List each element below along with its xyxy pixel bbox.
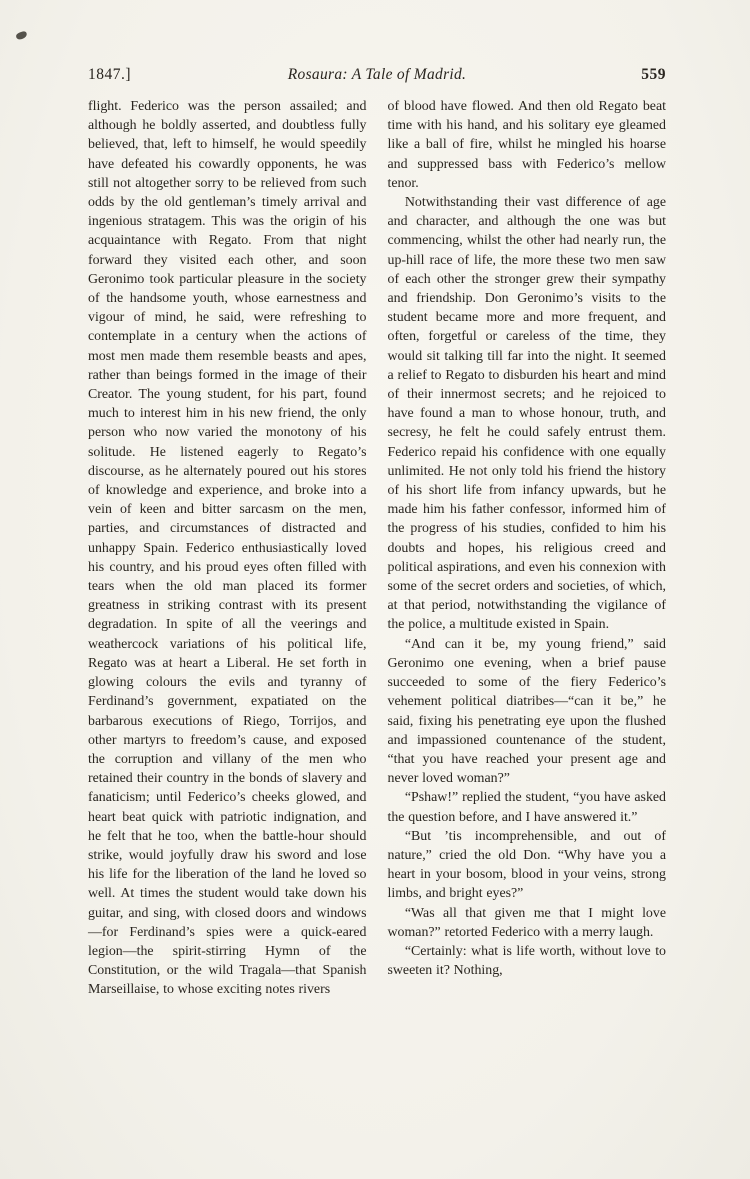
header-title: Rosaura: A Tale of Madrid. bbox=[287, 66, 467, 83]
right-column bbox=[388, 97, 667, 1000]
text-columns bbox=[88, 97, 666, 1000]
left-column bbox=[88, 97, 367, 1000]
paragraph: “And can it be, my young friend,” said Geronimo one evening, when a brief pause succeeded to some of the fiery Federico’s vehement political diatribes—“can it be,” he said, fixing his penetrating eye upon the flushed and impassioned countenance of the student, “that you have reached your present age and never loved woman?” bbox=[387, 636, 666, 787]
paragraph: Notwithstanding their vast difference of age and character, and although the one was but commencing, whilst the other had nearly run, the up-hill race of life, the more these two men saw of each other the stronger grew their sympathy and friendship. Don Geronimo’s visits to the student became more and more frequent, and often, forgetful or careless of the time, they would sit talking till far into the night. It seemed a relief to Regato to disburden his heart and mind of their innermost secrets; and he rejoiced to have found a man to whose honour, truth, and secresy, he felt he could safely entrust them. Federico repaid his confidence with one equally unlimited. He not only told his friend the history of his short life from infancy upwards, but he made him his father confessor, informed him of the progress of his studies, confided to him his doubts and hopes, his religious creed and political aspirations, and even his connexion with some of the secret orders and societies, of which, at that period, notwithstanding the vigilance of the police, a multitude existed in Spain. bbox=[387, 195, 666, 633]
header-year: 1847.] bbox=[88, 66, 132, 83]
paragraph: of blood have flowed. And then old Regato beat time with his hand, and his solitary eye gleamed like a ball of fire, whilst he mingled his hoarse and suppressed bass with Federico’s mellow tenor. bbox=[387, 99, 666, 191]
paragraph: “Pshaw!” replied the student, “you have asked the question before, and I have answered it.” bbox=[387, 790, 666, 825]
paragraph: “Was all that given me that I might love woman?” retorted Federico with a merry laugh. bbox=[387, 905, 666, 940]
scan-artifact bbox=[15, 30, 28, 40]
paragraph: “But ’tis incomprehensible, and out of nature,” cried the old Don. “Why have you a heart in your bosom, blood in your veins, strong limbs, and bright eyes?” bbox=[387, 828, 666, 902]
page-header bbox=[88, 66, 666, 84]
paragraph: flight. Federico was the person assailed; and although he boldly asserted, and doubtless fully believed, that, left to himself, he would speedily have defeated his cowardly opponents, he was still not altogether sorry to be relieved from such odds by the old gentleman’s timely arrival and ingenious stratagem. This was the origin of his acquaintance with Regato. From that night forward they visited each other, and soon Geronimo took particular pleasure in the society of the handsome youth, whose earnestness and vigour of mind, he said, were refreshing to contemplate in a century when the actions of most men made them resemble beasts and apes, rather than beings formed in the image of their Creator. The young student, for his part, found much to interest him in his new friend, the only person who now varied the monotony of his solitude. He listened eagerly to Regato’s discourse, as he alternately poured out his stores of knowledge and experience, and broke into a vein of keen and bitter sarcasm on the men, parties, and circumstances of distracted and unhappy Spain. Federico enthusiastically loved his country, and his proud eyes often filled with tears when the old man placed its former greatness in striking contrast with its present degradation. In spite of all the veerings and weathercock variations of his political life, Regato was at heart a Liberal. He set forth in glowing colours the evils and tyranny of Ferdinand’s government, expatiated on the barbarous executions of Riego, Torrijos, and other martyrs to freedom’s cause, and exposed the corruption and villany of the men who retained their country in the bonds of slavery and fanaticism; until Federico’s cheeks glowed, and heart beat quick with patriotic indignation, and he felt that he too, when the battle-hour should strike, would joyfully draw his sword and lose his life for the liberation of the land he loved so well. At times the student would take down his guitar, and sing, with closed doors and windows—for Ferdinand’s spies were a quick-eared legion—the spirit-stirring Hymn of the Constitution, or the wild Tragala—that Spanish Marseillaise, to whose exciting notes rivers bbox=[88, 99, 367, 998]
paragraph: “Certainly: what is life worth, without love to sweeten it? Nothing, bbox=[387, 943, 666, 979]
header-page-number: 559 bbox=[641, 66, 666, 83]
